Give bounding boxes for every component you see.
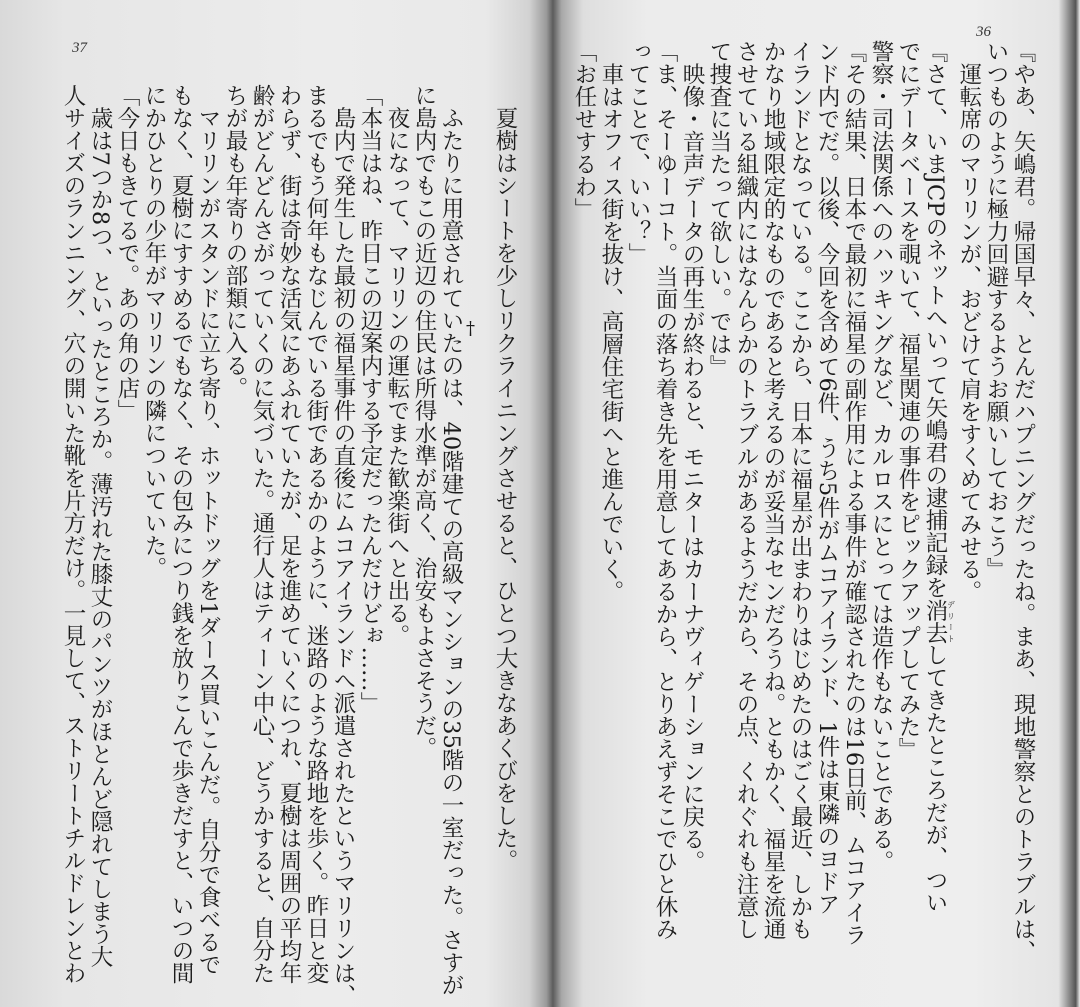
- text-column: させている組織内にはなんらかのトラブルがあるようだから、その点、くれぐれも注意し: [733, 40, 759, 940]
- text-column: いつものように極力回避するようお願いしておこう』: [983, 40, 1009, 580]
- text-column: に島内でもこの近辺の住民は所得水準が高く、治安もよさそうだ。: [411, 84, 437, 759]
- text-column: 映像・音声データの再生が終わると、モニターはカーナヴィゲーションに戻る。: [679, 40, 705, 873]
- text-segment: してきたところだが、つい: [922, 643, 948, 914]
- text-column: 「ま、そーゆーコト。当面の落ち着き先を用意してあるから、とりあえずそこでひと休み: [652, 40, 678, 940]
- text-column: ふたりに用意されていたのは、40階建ての高級マンションの35階の一室だった。さすが: [438, 84, 464, 997]
- text-column: 齢がどんどんさがっていくのに気づいた。通行人はティーン中心、どうかすると、自分た: [249, 84, 275, 984]
- text-column: 『その結果、日本で最初に福星の副作用による事件が確認されたのは16日前、ムコアイラ: [841, 40, 867, 947]
- text-column: 車はオフィス街を抜け、高層住宅街へと進んでいく。: [598, 40, 624, 603]
- section-heading-column: [491, 84, 518, 872]
- text-column: でにデータベースを覗いて、福星関連の事件をピックアップしてみた』: [895, 40, 921, 760]
- text-column: わらず、街は奇妙な活気にあふれていたが、足を進めていくにつれ、夏樹は周囲の平均年: [276, 84, 302, 984]
- text-column: 「本当はね、昨日この辺案内する予定だったんだけどぉ……」: [357, 84, 383, 714]
- text-column: ちが最も年寄りの部類に入る。: [222, 84, 248, 399]
- text-segment: 『さて、いまJCPのネットへいって矢嶋君の逮捕記録を: [922, 40, 948, 599]
- text-column: 島内で発生した最初の福星事件の直後にムコアイランドへ派遣されたというマリリンは、: [330, 84, 356, 1007]
- page-number: 37: [72, 40, 87, 56]
- text-column: もなく、夏樹にすすめるでもなく、その包みにつり銭を放りこんで歩きだすと、いつの間: [168, 84, 194, 984]
- text-column: イランドとなっている。ここから、日本に福星が出まわりはじめたのはごく最近、しかも: [787, 40, 813, 940]
- ruby-annotation: [922, 598, 956, 644]
- text-column: 「お任せするわ」: [571, 40, 597, 220]
- text-column: まるでもう何年もなじんでいる街であるかのように、迷路のような路地を歩く。昨日と変: [303, 84, 329, 984]
- text-column: 歳は7つか8つ、といったところか。薄汚れた膝丈のパンツがほとんど隠れてしまう大: [87, 84, 113, 968]
- text-column: ってことで、いい？」: [625, 40, 651, 265]
- body-text: [570, 40, 1036, 963]
- text-column: 警察・司法関係へのハッキングなど、カルロスにとっては造作もないことである。: [868, 40, 894, 873]
- text-column: かなり地域限定的なものであると考えるのが妥当なセンだろうね。ともかく、福星を流通: [760, 40, 786, 940]
- text-column-with-ruby: [921, 40, 956, 914]
- body-text: [59, 84, 464, 1007]
- ruby-base: 消去: [922, 598, 948, 644]
- text-column: て捜査に当たって欲しい。では』: [706, 40, 732, 378]
- text-column: 夜になって、マリリンの運転でまた歓楽街へと出る。: [384, 84, 410, 647]
- right-page: [540, 0, 1080, 963]
- page-number: 36: [976, 24, 991, 40]
- text-column: 夏樹はシートを少しリクライニングさせると、ひとつ大きなあくびをした。: [492, 84, 518, 872]
- text-column: マリリンがスタンドに立ち寄り、ホットドッグを1ダース買いこんだ。自分で食べるで: [195, 84, 221, 976]
- text-column: 『やあ、矢嶋君。帰国早々、とんだハプニングだったね。まあ、現地警察とのトラブルは、: [1010, 40, 1036, 963]
- ruby-text: デリート: [946, 598, 956, 644]
- text-column: にかひとりの少年がマリリンの隣についていた。: [141, 84, 167, 579]
- text-column: 「今日もきてるで。あの角の店」: [114, 84, 140, 422]
- section-divider-mark: †: [466, 318, 475, 339]
- text-column: ンド内でだ。以後、今回を含めて6件、うち5件がムコアイランド、1件は東隣のヨドア: [814, 40, 840, 916]
- text-column: 運転席のマリリンが、おどけて肩をすくめてみせる。: [956, 40, 982, 603]
- text-column: 人サイズのランニング、穴の開いた靴を片方だけ。一見して、ストリートチルドレンとわ: [60, 84, 86, 984]
